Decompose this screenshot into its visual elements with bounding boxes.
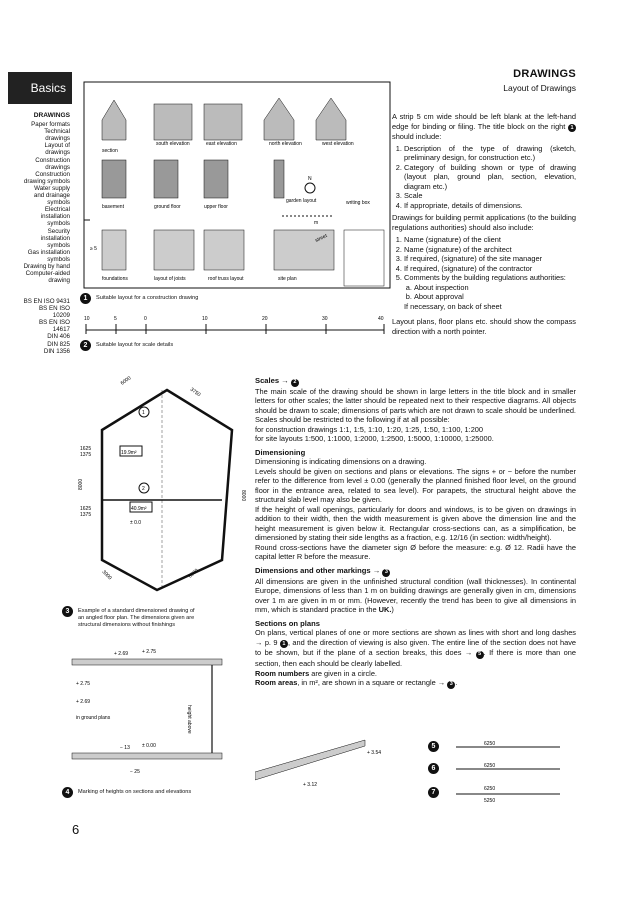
section-tab: [8, 72, 72, 104]
intro-subnote: If necessary, on back of sheet: [404, 301, 502, 311]
standard-item: 10209: [52, 312, 70, 320]
sections-heading: Sections on plans: [255, 618, 320, 628]
intro-sublist: a. About inspection b. About approval: [392, 283, 576, 302]
fig1-label-site: site plan: [278, 276, 297, 282]
figure-5: [450, 740, 570, 754]
intro-para: A strip 5 cm wide should be left blank at the left-hand edge for binding or filing. The title block on the right 1 should include:: [392, 112, 576, 142]
page-title: DRAWINGS: [513, 68, 576, 80]
fig3-dim: 3000: [100, 569, 113, 582]
scales-text: The main scale of the drawing should be shown in large letters in the title block and in smaller letters for other scales; the latter should be repeated next to their respective diagrams. All objects should be drawn to scale; dimensions of parts which are not drawn to scale should be underlined. Scales should be restricted to the following if at all possible:: [255, 386, 576, 425]
fig3-room1-num: 1: [142, 410, 145, 416]
fig1-dim: ≥ 5: [90, 246, 97, 252]
figure-2-scale: [82, 310, 392, 340]
fig4-caption: Marking of heights on sections and elevations: [78, 789, 192, 795]
fig1-label-east: east elevation: [206, 141, 237, 147]
fig3-dim: 1625: [80, 506, 92, 512]
fig3-dim: 1375: [80, 452, 92, 458]
scales-heading: Scales → 2: [255, 376, 576, 387]
sidebar-item[interactable]: Electrical: [44, 206, 70, 214]
list-item: 2. Category of building shown or type of drawing (layout plan, ground plan, section, elevation, diagram etc.): [404, 163, 576, 192]
fig1-label-upper: upper floor: [204, 204, 228, 210]
sidebar-item[interactable]: Technical: [44, 128, 70, 136]
fig4-level: ± 0.00: [142, 743, 156, 749]
dimmark-heading: Dimensions and other markings → 3: [255, 566, 576, 577]
sidebar-item[interactable]: drawings: [45, 163, 70, 171]
fig7-value2: 5250: [484, 798, 496, 804]
fig3-dim: 6000: [187, 567, 200, 580]
fig1-label-north: north elevation: [269, 141, 302, 147]
standard-item: DIN 1356: [43, 347, 70, 355]
fig1-number: 1: [80, 293, 91, 304]
fig1-label-writing: writing box: [346, 200, 370, 206]
intro-list: [392, 144, 576, 211]
sidebar-item[interactable]: symbols: [47, 220, 70, 228]
fig3-dim: 1375: [80, 512, 92, 518]
fig5-value: 6250: [484, 741, 496, 747]
figure-1-layout: [82, 80, 392, 290]
room-areas: Room areas, in m², are shown in a square or rectangle → 3 .: [255, 678, 458, 687]
fig1-label-roof: roof truss layout: [208, 276, 244, 282]
fig4-level: − 25: [130, 769, 140, 775]
sidebar-item[interactable]: Layout of: [44, 142, 70, 150]
fig4-level: + 2.75: [76, 681, 91, 687]
sidebar-item[interactable]: drawings: [45, 135, 70, 143]
fig1-label-south: south elevation: [156, 141, 190, 147]
main-text: Scales → 2 The main scale of the drawing should be shown in large letters in the title block and in smaller letters for other scales; the latter should be repeated next to their respective diagrams. All objects should be drawn to scale; dimensions of parts which are not drawn to scale should be underlined. Scales should be restricted to the following if at all possible: for construction drawings 1:1, 1:5, 1:10, 1:20, 1:25, 1:50, 1:100, 1:200 for site layouts 1:500, 1:1000, 1:2000, 1:2500, 1:5000, 1:10000, 1:25000. Dimensioning Dimensioning is indicating dimensions on a drawing. Levels should be given on sections and plans or elevations. The signs + or − before the number refer to the difference from level ± 0.00 (generally the planned finished floor level, on the ground floor in the entrance area, related to sea level). For parapets, the structural height above the structural slab level may also be given. If the height of wall openings, particularly for doors and windows, is to be given on drawings in addition to their width, then the width measurement is given above the dimension line and the height measurement is given below it. Rectangular cross-sections can, as a simplification, be dimensioned by stating their side lengths as a fraction, e.g. 12/16 (in section: width/height). Round cross-sections have the diameter sign Ø before the measure: e.g. Ø 12. Radii have the capital letter R before the measure. Dimensions and other markings → 3 All dimensions are given in the unfinished structural condition (wall thicknesses). In continental Europe, dimensions of less than 1 m on building drawings are generally given in cm, dimensions over 1 m are given in m or mm. (However, recently the trend has been to give all dimensions in mm, which is standard practice in the UK.) Sections on plans On plans, vertical planes of one or more sections are shown as lines with short and long dashes → p. 9 1 , and the direction of viewing is also given. The entire line of the section does not have to be shown, but if the plane of a section breaks, this does → 5 . If there is more than one section, then each should be clearly labelled. Room numbers are given in a circle. Room areas, in m², are shown in a square or rectangle → 3 .: [255, 376, 577, 687]
fig6-number: 6: [428, 763, 439, 774]
sidebar-nav: [8, 112, 70, 284]
fig1-north-letter: N: [308, 176, 312, 182]
fig1-label-foundations: foundations: [102, 276, 128, 282]
sidebar-item[interactable]: Construction: [35, 170, 70, 178]
fig5-number: 5: [428, 741, 439, 752]
figure-3-floorplan: [72, 360, 252, 605]
sidebar-item[interactable]: Security: [47, 227, 70, 235]
sidebar-item[interactable]: drawing: [48, 277, 70, 285]
sidebar-item[interactable]: installation: [40, 213, 70, 221]
fig2-tick: 5: [114, 316, 117, 322]
sidebar-item[interactable]: symbols: [47, 241, 70, 249]
list-item: 1. Name (signature) of the client: [404, 235, 576, 245]
list-item: 5. Comments by the building regulations authorities:: [404, 273, 576, 283]
standard-item: DIN 406: [47, 333, 70, 341]
sidebar-standards: [8, 298, 70, 355]
fig1-m: m: [314, 220, 319, 226]
sections-text: On plans, vertical planes of one or more sections are shown as lines with short and long dashes → p. 9 1 , and the direction of viewing is also given. The entire line of the section does not have to be shown, but if the plane of a section breaks, this does → 5 . If there is more than one section, then each should be clearly labelled.: [255, 628, 577, 668]
sidebar-item[interactable]: Water supply: [34, 184, 70, 192]
fig2-caption: Suitable layout for scale details: [96, 342, 174, 348]
sidebar-items: [8, 121, 70, 284]
fig3-dim: 8000: [240, 490, 246, 502]
fig4-level: + 2.75: [142, 649, 157, 655]
section-tab-label: Basics: [30, 81, 66, 95]
fig1-label-section: section: [102, 148, 118, 154]
fig2-tick: 30: [322, 316, 328, 322]
sidebar-item[interactable]: Gas installation: [27, 248, 70, 256]
fig4-level: + 2.69: [114, 651, 129, 657]
fig3-level: ± 0.0: [130, 520, 142, 526]
intro-block: [392, 112, 576, 336]
fig3-dim: 1625: [80, 446, 92, 452]
dimensioning-heading: Dimensioning: [255, 447, 306, 457]
fig2-number: 2: [80, 340, 91, 351]
fig4-label-height: height above: [186, 705, 192, 734]
fig3-room2-num: 2: [142, 486, 145, 492]
fig3-dim: 8000: [78, 478, 84, 490]
sidebar-item[interactable]: symbols: [47, 199, 70, 207]
figure-slope: [255, 732, 415, 792]
fig7-value1: 6250: [484, 786, 496, 792]
sidebar-item[interactable]: drawings: [45, 149, 70, 157]
scales-line1: for construction drawings 1:1, 1:5, 1:10, 1:20, 1:25, 1:50, 1:100, 1:200: [255, 424, 484, 434]
fig1-label-ground: ground floor: [154, 204, 181, 210]
list-item: 3. If required, (signature) of the site manager: [404, 254, 576, 264]
room-numbers: Room numbers are given in a circle.: [255, 668, 377, 678]
sidebar-item[interactable]: and drainage: [33, 192, 70, 200]
sidebar-item[interactable]: Computer-aided: [25, 270, 70, 278]
fig1-label-garden: garden layout: [286, 198, 317, 204]
sidebar-heading: DRAWINGS: [33, 112, 70, 119]
standard-item: 14617: [52, 326, 70, 334]
figure-4-heights: [62, 645, 242, 785]
intro-list2: [392, 235, 576, 283]
fig7-number: 7: [428, 787, 439, 798]
fig4-level: + 2.69: [76, 699, 91, 705]
fig3-caption: Example of a standard dimensioned drawing of an angled floor plan. The dimensions given are structural dimensions without finishings: [78, 608, 195, 628]
fig3-dim: 3750: [188, 386, 202, 399]
standard-item: BS EN ISO: [39, 319, 70, 327]
sidebar-item[interactable]: Construction: [35, 156, 70, 164]
list-item: 4. If required, (signature) of the contractor: [404, 264, 576, 274]
fig4-number: 4: [62, 787, 73, 798]
standard-item: BS EN ISO 9431: [23, 298, 70, 305]
fig2-tick: 0: [144, 316, 147, 322]
scales-line2: for site layouts 1:500, 1:1000, 1:2000, 1:2500, 1:5000, 1:10000, 1:25000.: [255, 434, 494, 444]
page-subtitle: Layout of Drawings: [503, 83, 576, 93]
standard-item: BS EN ISO: [39, 305, 70, 313]
sidebar-item[interactable]: symbols: [47, 255, 70, 263]
fig3-number: 3: [62, 606, 73, 617]
figure-6: [450, 762, 570, 776]
fig1-label-west: west elevation: [322, 141, 354, 147]
fig4-label-ground: in ground plans: [76, 715, 111, 721]
slope-level-b: + 3.12: [303, 782, 318, 788]
intro-para3: Layout plans, floor plans etc. should show the compass direction with a north pointer.: [392, 317, 576, 336]
sidebar-item[interactable]: Paper formats: [31, 121, 70, 129]
sidebar-item[interactable]: installation: [40, 234, 70, 242]
list-item: 1. Description of the type of drawing (sketch, preliminary design, for construction etc.): [404, 144, 576, 163]
fig2-tick: 10: [202, 316, 208, 322]
slope-level-a: + 3.54: [367, 750, 382, 756]
fig2-tick: 40: [378, 316, 384, 322]
dimmark-text: All dimensions are given in the unfinished structural condition (wall thicknesses). In continental Europe, dimensions of less than 1 m on building drawings are generally given in cm, dimensions over 1 m are given in m or mm. (However, recently the trend has been to give all dimensions in mm, which is standard practice in the UK.): [255, 576, 576, 614]
intro-para2: Drawings for building permit applications (to the building regulations authorities) should also include:: [392, 213, 576, 232]
fig1-label-joists: layout of joists: [154, 276, 186, 282]
fig2-tick: 20: [262, 316, 268, 322]
list-item: 3. Scale: [404, 191, 576, 201]
page-number: 6: [72, 822, 80, 837]
fig1-label-basement: basement: [102, 204, 124, 210]
fig1-street: street: [314, 233, 329, 244]
fig1-caption: Suitable layout for a construction drawing: [96, 295, 199, 301]
fig4-level: − 13: [120, 745, 130, 751]
fig6-value: 6250: [484, 763, 496, 769]
sidebar-item[interactable]: Drawing by hand: [23, 262, 70, 270]
list-item: 4. If appropriate, details of dimensions.: [404, 201, 576, 211]
standard-item: DIN 825: [47, 340, 70, 348]
fig3-dim: 6000: [119, 375, 133, 387]
list-item: 2. Name (signature) of the architect: [404, 245, 576, 255]
fig3-room2-area: 40.9m²: [131, 506, 147, 512]
fig3-room1-area: 19.9m²: [121, 450, 137, 456]
figure-7: [450, 782, 570, 804]
sidebar-item[interactable]: drawing symbols: [23, 177, 70, 185]
fig2-tick: 10: [84, 316, 90, 322]
